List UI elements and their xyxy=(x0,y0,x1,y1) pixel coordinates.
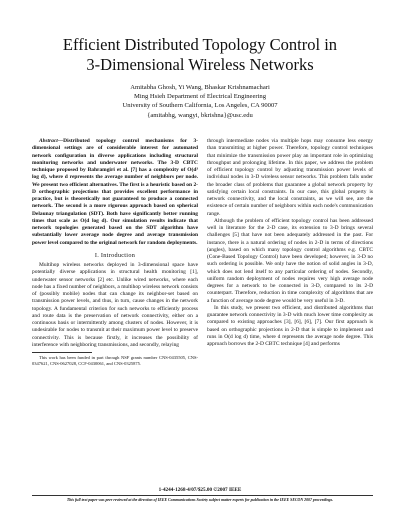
author-emails: {amitabhg, wangyi, bkrishna}@usc.edu xyxy=(147,111,253,119)
abstract-text: —Distributed topology control mechanisms for 3-dimensional settings are of considerable interest for automated network configuration in diverse applications including structural monitoring networks and underwater networks. The 3-D CBTC technique proposed by Bahramgiri et al. [7] has a complexity of O(d³ log d), where d represents the average number of neighbors per node. We present two efficient alternatives. The first is a heuristic based on 2-D orthographic projections that provides excellent performance in practice, but is theoretically not guaranteed to produce a connected network. The second is a more rigorous approach based on spherical Delaunay triangulation (SDT). Both have significantly better running times that scale as O(d log d). Our simulation results indicate that network topologies generated based on the SDT algorithm have substantially lower average node degree and average transmission power level compared to the original network for random deployments. xyxy=(32,138,198,246)
section-heading: I. Introduction xyxy=(94,251,136,259)
author-block xyxy=(20,83,380,120)
title-line-1: Efficient Distributed Topology Control in xyxy=(62,35,338,54)
intro-paragraph: Multihop wireless networks deployed in 3-dimensional space have potentially diverse applications in structural health monitoring [1], underwater sensor networks [2] etc. Unlike wired networks, where each node has a fixed number of neighbors, a multihop wireless network consists of (possibly mobile) nodes that can change its neighbor-set based on transmission power levels, and thus, in turn, cause changes in the network topology. A fundamental criterion for such networks to efficiently process and route data is the preservation of network connectivity, either on a continuous basis or intermittently among clusters of nodes. However, it is undesirable for nodes to transmit at their maximum power level to preserve connectivity. This is because firstly, it increases the possibility of interference with neighboring transmissions, and secondly, relaying xyxy=(32,262,198,348)
footer-note: This full text paper was peer reviewed at the direction of IEEE Communications Society subject matter experts for publication in the IEEE SECON 2007 proceedings. xyxy=(66,498,334,502)
paper-title xyxy=(20,35,380,75)
right-column xyxy=(207,138,373,348)
abstract-label: Abstract xyxy=(39,138,58,144)
author-department: Ming Hsieh Department of Electrical Engineering xyxy=(133,93,266,101)
left-column xyxy=(32,138,198,366)
author-names: Amitabha Ghosh, Yi Wang, Bhaskar Krishnamachari xyxy=(130,84,270,91)
author-university: University of Southern California, Los Angeles, CA 90007 xyxy=(122,102,278,110)
abstract xyxy=(32,138,198,247)
right-paragraph-1: through intermediate nodes via multiple hops may consume less energy than transmitting at higher power. Therefore, topology control techniques that minimize the transmission power play an important role in optimizing throughput and prolonging lifetime. In this paper, we address the problem of efficient topology control by adjusting transmission power levels of individual nodes in 3-D wireless sensor networks. This problem falls under the broader class of problems that guarantee a global network property by satisfying certain local constraints. In our case, this global property is network connectivity, and the local constraints, as we will see, are the existence of certain number of neighbors within each node's communication range. xyxy=(207,138,373,217)
footer-rule xyxy=(32,495,373,496)
footnote-rule xyxy=(32,352,92,353)
title-line-2: 3-Dimensional Wireless Networks xyxy=(86,55,314,74)
isbn-line: 1-4244-1268-4/07/$25.00 ©2007 IEEE xyxy=(158,487,242,493)
right-paragraph-3: In this study, we present two efficient, and distributed algorithms that guarantee network connectivity in 3-D with much lower time complexity as compared to existing approaches [3], [6], [6], [7]. Our first approach is based on orthographic projections in 2-D that is simple to implement and runs in O(d log d) time, where d represents the average node degree. This approach borrows the 2-D CBTC technique [4] and performs xyxy=(207,304,373,347)
right-paragraph-2: Although the problem of efficient topology control has been addressed well in literature for the 2-D case, its extension to 3-D brings several challenges [5] that have not been adequately addressed in the past. For instance, there is a natural ordering of nodes in 2-D in terms of directions (angles), based on which many topology control algorithms e.g. CBTC (Cone-Based Topology Control) have been developed; however, in 3-D no such ordering is possible. We only have the notion of solid angles in 3-D, which does not lend itself to any particular ordering of nodes. Secondly, uniform random deployment of nodes requires very high average node degrees for a network to be connected in 3-D, compared to its 2-D counterpart. Therefore, reduction in time complexity of algorithms that are a function of average node degree would be very useful in 3-D. xyxy=(207,217,373,304)
funding-footnote: This work has been funded in part through NSF grants number CNS-0435505, CNS-0347621, CNS-0627028, CCF-0430061, and CNS-0325875. xyxy=(32,355,198,366)
